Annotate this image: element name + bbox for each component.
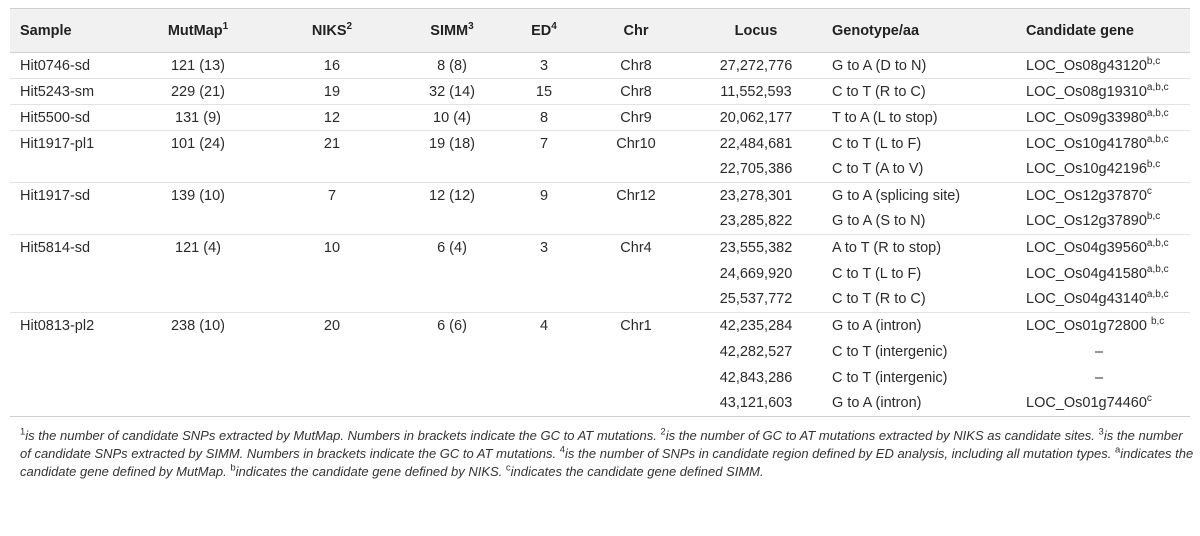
cell-locus: 23,278,301 [692, 183, 820, 209]
cell-niks: 7 [268, 183, 396, 209]
cell-chr [580, 391, 692, 417]
header-mutmap-label: MutMap [167, 22, 223, 39]
cell-ed [508, 339, 580, 365]
cell-chr: Chr8 [620, 57, 652, 74]
table-footnotes [10, 427, 1195, 481]
cell-mutmap [128, 209, 268, 235]
cell-sample: Hit0746-sd [20, 57, 91, 74]
candidate-gene-id: – [1094, 369, 1104, 386]
cell-niks: 16 [323, 57, 341, 74]
cell-niks [268, 261, 396, 287]
candidate-gene-footnote-marks: a,b,c [1146, 107, 1169, 119]
table-row [10, 339, 1190, 365]
candidate-gene-footnote-marks: c [1146, 393, 1152, 405]
cell-locus: 23,285,822 [719, 213, 793, 230]
cell-ed: 3 [508, 235, 580, 261]
cell-chr [580, 287, 692, 313]
header-genotype-label: Genotype/aa [832, 22, 920, 39]
cell-locus: 11,552,593 [692, 79, 820, 105]
cell-locus: 22,484,681 [692, 131, 820, 157]
cell-mutmap: 121 (13) [170, 57, 225, 74]
cell-simm: 32 (14) [396, 79, 508, 105]
cell-niks: 10 [268, 235, 396, 261]
header-ed-footnote-mark: 4 [551, 20, 557, 32]
candidate-gene-id: LOC_Os10g42196 [1026, 161, 1147, 178]
table-row [10, 53, 1190, 79]
candidate-gene-footnote-marks: a,b,c [1146, 237, 1169, 249]
cell-chr [580, 339, 692, 365]
cell-sample [10, 365, 128, 391]
header-simm [396, 9, 508, 53]
footnote-mark: a [1114, 444, 1121, 456]
candidate-gene-id: LOC_Os10g41780 [1026, 135, 1147, 152]
cell-genotype: C to T (intergenic) [832, 369, 948, 386]
cell-mutmap [128, 391, 268, 417]
cell-niks [268, 339, 396, 365]
cell-sample [10, 209, 128, 235]
candidate-gene-footnote-marks: a,b,c [1146, 289, 1169, 301]
cell-sample [10, 157, 128, 183]
cell-sample: Hit1917-sd [10, 183, 128, 209]
cell-mutmap [128, 287, 268, 313]
candidate-gene-id: LOC_Os04g43140 [1026, 291, 1147, 308]
cell-candidate-gene [1008, 235, 1190, 261]
cell-ed [508, 391, 580, 417]
candidate-gene-id: LOC_Os08g19310 [1026, 83, 1147, 100]
table-row [10, 209, 1190, 235]
cell-locus: 23,555,382 [692, 235, 820, 261]
cell-candidate-gene [1008, 157, 1190, 183]
cell-mutmap [128, 261, 268, 287]
cell-genotype: T to A (L to stop) [820, 105, 1008, 131]
cell-ed: 15 [508, 79, 580, 105]
footnote-mark: 1 [20, 426, 26, 438]
header-niks-footnote-mark: 2 [346, 20, 353, 32]
cell-candidate-gene [1008, 53, 1190, 79]
candidate-gene-footnote-marks: b,c [1146, 211, 1161, 223]
table-row [10, 365, 1190, 391]
cell-mutmap: 139 (10) [128, 183, 268, 209]
cell-ed: 3 [539, 57, 549, 74]
cell-sample: Hit5814-sd [10, 235, 128, 261]
cell-chr [580, 157, 692, 183]
cell-candidate-gene [1008, 79, 1190, 105]
candidate-gene-id: LOC_Os04g41580 [1026, 265, 1147, 282]
cell-chr [580, 365, 692, 391]
cell-mutmap: 101 (24) [128, 131, 268, 157]
header-niks [268, 9, 396, 53]
cell-sample: Hit0813-pl2 [10, 313, 128, 339]
cell-candidate-gene [1008, 313, 1190, 339]
cell-candidate-gene [1008, 287, 1190, 313]
cell-locus: 24,669,920 [719, 265, 793, 282]
table-row [10, 313, 1190, 339]
header-row [10, 9, 1190, 53]
cell-mutmap: 229 (21) [128, 79, 268, 105]
header-sample-label: Sample [20, 22, 72, 39]
cell-niks: 12 [268, 105, 396, 131]
table-row [10, 157, 1190, 183]
header-chr [580, 9, 692, 53]
cell-chr: Chr4 [580, 235, 692, 261]
header-simm-footnote-mark: 3 [468, 20, 474, 32]
candidate-gene-id: LOC_Os12g37890 [1026, 213, 1147, 230]
header-sample [10, 9, 128, 53]
cell-chr: Chr9 [580, 105, 692, 131]
cell-locus: 43,121,603 [692, 391, 820, 417]
table-row [10, 391, 1190, 417]
candidate-gene-id: LOC_Os01g72800 [1026, 317, 1151, 334]
header-candidate-gene [1008, 9, 1190, 53]
table-row [10, 287, 1190, 313]
header-simm-label: SIMM [430, 22, 469, 39]
cell-ed [508, 261, 580, 287]
cell-simm [396, 209, 508, 235]
candidate-gene-id: – [1094, 343, 1104, 360]
cell-candidate-gene [1008, 105, 1190, 131]
table-row [10, 183, 1190, 209]
cell-chr: Chr1 [580, 313, 692, 339]
candidate-gene-id: LOC_Os09g33980 [1026, 109, 1147, 126]
cell-candidate-gene [1008, 339, 1190, 365]
cell-sample: Hit5243-sm [10, 79, 128, 105]
candidate-gene-footnote-marks: b,c [1146, 55, 1161, 67]
cell-sample [10, 339, 128, 365]
cell-niks [268, 209, 396, 235]
cell-candidate-gene [1008, 209, 1190, 235]
cell-locus: 42,843,286 [719, 369, 793, 386]
cell-niks: 21 [268, 131, 396, 157]
header-locus [692, 9, 820, 53]
cell-genotype: G to A (D to N) [832, 57, 927, 74]
cell-niks [268, 157, 396, 183]
table-row [10, 79, 1190, 105]
cell-chr [580, 261, 692, 287]
cell-simm [396, 261, 508, 287]
candidate-gene-footnote-marks: a,b,c [1146, 263, 1169, 275]
cell-sample [10, 261, 128, 287]
cell-simm: 6 (4) [396, 235, 508, 261]
cell-simm [396, 157, 508, 183]
page [0, 8, 1200, 536]
cell-genotype: G to A (S to N) [832, 213, 926, 230]
footnote-text: is the number of GC to AT mutations extracted by NIKS as candidate sites. [665, 428, 1099, 443]
cell-ed: 9 [508, 183, 580, 209]
cell-ed [508, 157, 580, 183]
cell-niks [268, 365, 396, 391]
cell-genotype: G to A (intron) [820, 391, 1008, 417]
cell-genotype: C to T (L to F) [820, 131, 1008, 157]
cell-mutmap: 131 (9) [128, 105, 268, 131]
candidate-gene-id: LOC_Os04g39560 [1026, 239, 1147, 256]
cell-genotype: G to A (splicing site) [820, 183, 1008, 209]
cell-ed: 8 [508, 105, 580, 131]
cell-sample [10, 287, 128, 313]
cell-mutmap [128, 365, 268, 391]
header-mutmap-footnote-mark: 1 [222, 20, 229, 32]
header-candidate-gene-label: Candidate gene [1026, 22, 1134, 39]
cell-simm [396, 391, 508, 417]
cell-locus: 42,282,527 [719, 343, 793, 360]
cell-candidate-gene [1008, 131, 1190, 157]
cell-candidate-gene [1008, 261, 1190, 287]
table-header [10, 9, 1190, 53]
table-row [10, 261, 1190, 287]
cell-genotype: C to T (A to V) [832, 161, 924, 178]
cell-ed: 4 [508, 313, 580, 339]
footnote-text: is the number of candidate SNPs extracted by MutMap. Numbers in brackets indicate the GC to AT mutations. [25, 428, 661, 443]
cell-simm [396, 287, 508, 313]
cell-locus: 20,062,177 [692, 105, 820, 131]
table-row [10, 105, 1190, 131]
table-row [10, 131, 1190, 157]
cell-simm: 10 (4) [396, 105, 508, 131]
cell-genotype: C to T (R to C) [832, 291, 926, 308]
footnote-mark: c [505, 462, 511, 474]
candidate-gene-footnote-marks: c [1146, 185, 1152, 197]
cell-chr: Chr10 [580, 131, 692, 157]
header-ed [508, 9, 580, 53]
cell-mutmap: 238 (10) [128, 313, 268, 339]
cell-candidate-gene [1008, 391, 1190, 417]
candidate-gene-id: LOC_Os01g74460 [1026, 395, 1147, 412]
cell-locus: 25,537,772 [719, 291, 793, 308]
header-genotype [820, 9, 1008, 53]
candidate-gene-footnote-marks: b,c [1146, 159, 1161, 171]
cell-mutmap [128, 339, 268, 365]
cell-genotype: G to A (intron) [820, 313, 1008, 339]
cell-sample [10, 391, 128, 417]
cell-genotype: C to T (intergenic) [832, 343, 948, 360]
cell-ed [508, 365, 580, 391]
footnote-mark: 2 [660, 426, 666, 438]
cell-ed: 7 [508, 131, 580, 157]
cell-candidate-gene [1008, 183, 1190, 209]
cell-simm [396, 365, 508, 391]
footnote-text: indicates the candidate gene defined by NIKS. [235, 464, 506, 479]
candidate-gene-footnote-marks: a,b,c [1146, 81, 1169, 93]
cell-sample: Hit5500-sd [10, 105, 128, 131]
footnote-mark: b [230, 462, 236, 474]
cell-genotype: C to T (R to C) [820, 79, 1008, 105]
table-body [10, 53, 1190, 417]
cell-simm: 12 (12) [396, 183, 508, 209]
candidate-gene-id: LOC_Os08g43120 [1026, 57, 1147, 74]
cell-mutmap: 121 (4) [128, 235, 268, 261]
footnote-text: is the number of candidate SNPs extracted by SIMM. Numbers in brackets indicate the GC to AT mutations. [20, 428, 1183, 461]
cell-chr: Chr12 [580, 183, 692, 209]
header-chr-label: Chr [623, 22, 649, 39]
cell-niks [268, 391, 396, 417]
cell-locus: 42,235,284 [692, 313, 820, 339]
footnote-text: is the number of SNPs in candidate region defined by ED analysis, including all mutation types. [565, 446, 1115, 461]
footnote-text: indicates the candidate gene defined by MutMap. [20, 446, 1194, 479]
cell-niks [268, 287, 396, 313]
cell-locus: 27,272,776 [719, 57, 793, 74]
cell-simm [396, 339, 508, 365]
cell-niks: 20 [268, 313, 396, 339]
cell-candidate-gene [1008, 365, 1190, 391]
footnote-text: indicates the candidate gene defined SIMM. [510, 464, 764, 479]
header-locus-label: Locus [734, 22, 778, 39]
candidate-gene-footnote-marks: b,c [1150, 315, 1165, 327]
cell-genotype: A to T (R to stop) [820, 235, 1008, 261]
header-niks-label: NIKS [311, 22, 347, 39]
cell-mutmap [128, 157, 268, 183]
footnote-mark: 3 [1098, 426, 1104, 438]
cell-chr [580, 209, 692, 235]
cell-locus: 22,705,386 [719, 161, 793, 178]
cell-ed [508, 287, 580, 313]
header-ed-label: ED [531, 22, 552, 39]
cell-simm: 19 (18) [396, 131, 508, 157]
header-mutmap [128, 9, 268, 53]
table-row [10, 235, 1190, 261]
cell-niks: 19 [268, 79, 396, 105]
cell-chr: Chr8 [580, 79, 692, 105]
cell-genotype: C to T (L to F) [832, 265, 922, 282]
footnote-mark: 4 [559, 444, 566, 456]
results-table [10, 8, 1190, 417]
cell-ed [508, 209, 580, 235]
cell-simm: 6 (6) [396, 313, 508, 339]
cell-sample: Hit1917-pl1 [10, 131, 128, 157]
candidate-gene-footnote-marks: a,b,c [1146, 133, 1169, 145]
cell-simm: 8 (8) [437, 57, 467, 74]
candidate-gene-id: LOC_Os12g37870 [1026, 187, 1147, 204]
